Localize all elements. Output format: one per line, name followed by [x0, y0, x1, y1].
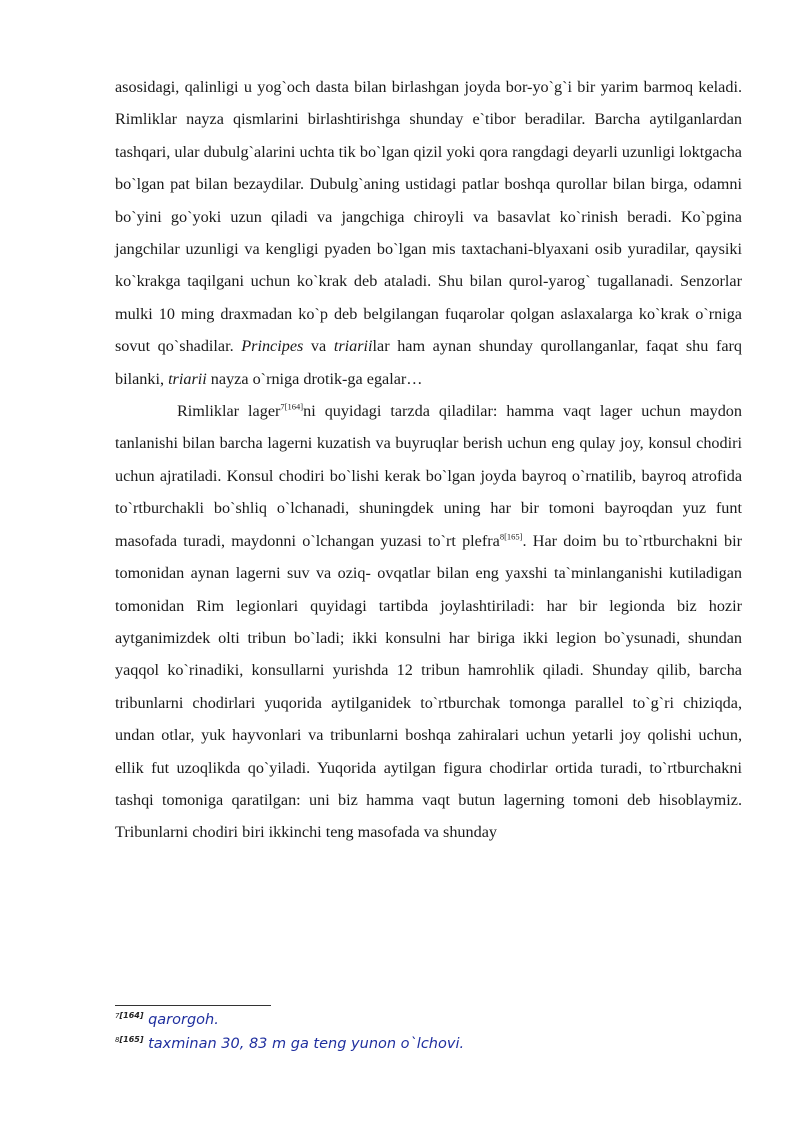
paragraph-1: asosidagi, qalinligi u yog`och dasta bilan birlashgan joyda bor-yo`g`i bir yarim barmoq keladi. Rimliklar nayza qismlarini birlashtirishga shunday e`tibor beradilar. Barcha aytilganlardan tashqari, ular dubulg`alarini uchta tik bo`lgan qizil yoki qora rangdagi deyarli uzunligi loktgacha bo`lgan pat bilan bezaydilar. Dubulg`aning ustidagi patlar boshqa qurollar bilan birga, odamni bo`yini go`yoki uzun qiladi va jangchiga chiroyli va basavlat ko`rinish beradi. Ko`pgina jangchilar uzunligi va kengligi pyaden bo`lgan mis taxtachani-blyaxani osib yuradilar, qaysiki ko`krakga taqilgani uchun ko`krak deb ataladi. Shu bilan qurol-yarog` tugallanadi. Senzorlar mulki 10 ming draxmadan ko`p deb belgilangan fuqarolar qolgan aslaxalarga ko`krak o`rniga sovut qo`shadilar. Principes va triariilar ham aynan shunday qurollanganlar, faqat shu farq bilanki, triarii nayza o`rniga drotik-ga egalar…	[115, 78, 743, 388]
term-triarii-2: triarii	[168, 369, 207, 388]
footnote-separator	[115, 1005, 271, 1006]
term-triarii: triarii	[333, 337, 373, 356]
paragraph-2: Rimliklar lager$^{7[164]}$ni quyidagi tarzda qiladilar: hamma vaqt lager uchun maydon tanlanishi bilan barcha lagerni kuzatish va buyruqlar berish uchun eng qulay joy, konsul chodiri uchun ajratiladi. Konsul chodiri bo`lishi kerak bo`lgan joyda bayroq o`rnatilib, bayroq atrofida to`rtburchakli bo`shliq o`lchanadi, shuningdek uning har bir tomoni bayroqdan yuz funt masofada turadi, maydonni o`lchangan yuzasi to`rt plefra$^{8[165]}$. Har doim bu to`rtburchakni bir tomonidan aynan lagerni suv va oziq- ovqatlar bilan eng yaxshi ta`minlanganishi kutiladigan tomonidan Rim legionlari quyidagi tartibda joylashtiriladi: har bir legionda biz hozir aytganimizdek olti tribun bo`ladi; ikki konsulni har biriga ikki legion bo`ysunadi, shundan yaqqol ko`rinadiki, konsullarni yurishda 12 tribun hamrohlik qiladi. Shunday qilib, barcha tribunlarni chodirlari yuqorida aytilganidek to`rtburchak tomonga parallel to`g`ri chiziqda, undan otlar, yuk hayvonlari va tribunlarni boshqa zahiralari uchun yetarli joy qolishi uchun, ellik fut uzoqlikda qo`yiladi. Yuqorida aytilgan figura chodirlar ortida turadi, to`rtburchakni tashqi tomoniga qaratilgan: uni biz hamma vaqt butun lagerning tomoni deb hisoblaymiz. Tribunlarni chodiri biri ikkinchi teng masofada va shunday	[115, 401, 742, 842]
footnote-7: $^{7[164]}$ qarorgoh.	[115, 1011, 219, 1028]
footnote-ref-8[interactable]: 8[165]	[499, 531, 523, 542]
footnote-8: $^{8[165]}$ taxminan 30, 83 m ga teng yunon o`lchovi.	[115, 1035, 465, 1052]
footnote-ref-7[interactable]: 7[164]	[280, 401, 304, 412]
term-principes: Principes	[241, 337, 304, 356]
body-text	[115, 71, 742, 849]
